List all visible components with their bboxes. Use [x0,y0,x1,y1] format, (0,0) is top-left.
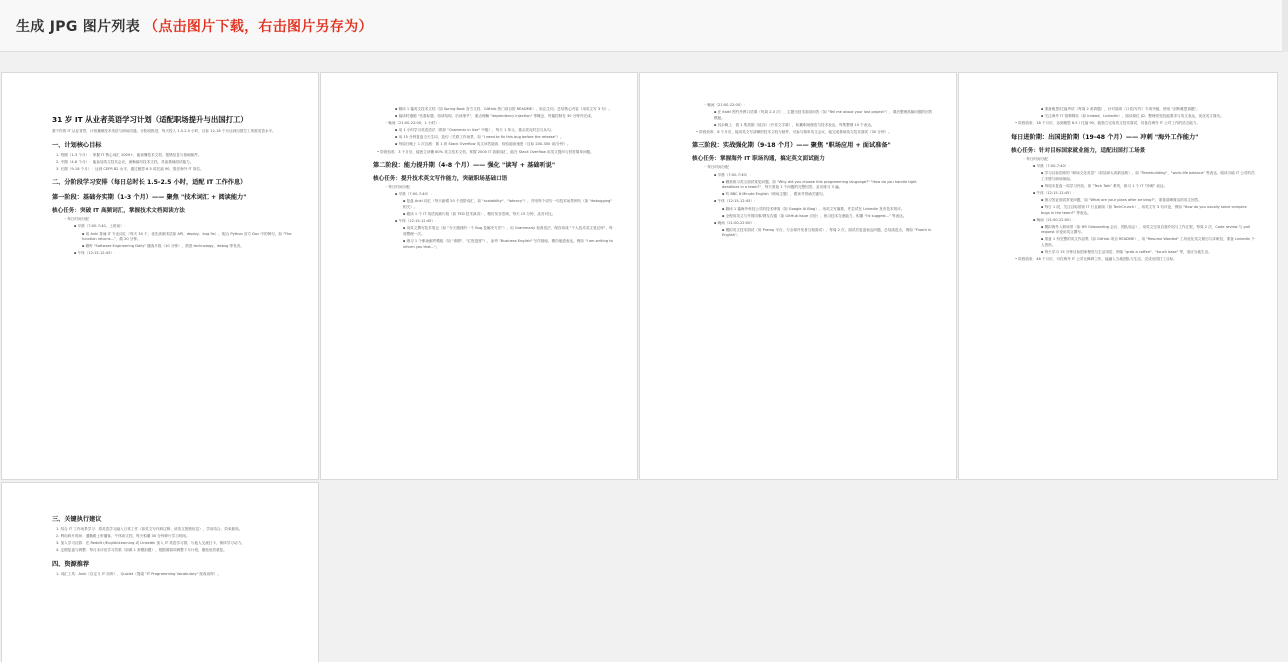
jpg-page-image-2[interactable] [320,72,638,480]
doc-list-item: ▪ 精准练习英文面试常见问题，如 "Why did you choose this programming language?" "How do you handle tight deadlines in a team?"，每天准备 1 个问题的完整回答，录音练习 3 遍。 [722,179,917,190]
doc-section-heading: 第三阶段：实战强化期（9-18 个月）—— 聚焦 "职场应用 + 面试准备" [692,142,891,150]
doc-list-item: • 阶段验收：48 个月后，可在海外 IT 公司无障碍工作，能融入当地团队与生活，完成出国打工目标。 [1015,257,1177,262]
page-content [640,73,956,239]
doc-list-item: ▪ 午休（12:15-12:45）： [1033,190,1077,195]
page-content [959,73,1277,263]
doc-list-item: • 阶段验收：3 个月后，能独立读懂 80% 英文技术文档，掌握 2000 IT 高频词汇，能在 Stack Overflow 用英文提问与回答简单问题。 [377,149,594,154]
doc-list-item: ▪ 准备 1 份完整的英文作品集（如 GitHub 项目 README），用 "Resume Worded" 工具优化英文简历与求职信，准备 LinkedIn 个人资料。 [1041,237,1255,247]
doc-list-item: ▪ 早晨（7:00-7:40）： [714,172,753,177]
image-gallery [0,72,1288,662]
doc-list-item: 2. 中期（4-8 个月）：能参加英文技术会议，流畅编写技术文档，具备基础面试能力。 [56,159,194,164]
doc-list-item: ▪ 精读 1 篇海外科技公司的技术博客（如 Google AI Blog），用英文写摘要，并尝试在 LinkedIn 发布技术短评。 [722,206,905,211]
doc-paragraph: 基于你的 IT 从业背景，计划兼顾技术英语与职场沟通，分阶段推进，每天投入 1.5-2.5 小时，目标 12-18 个月达到出国打工所需英语水平。 [52,129,276,133]
doc-list-item: 1. 短期（1-3 个月）：掌握 IT 核心词汇 2000+，能读懂技术文档、报错信息与基础邮件。 [56,152,202,157]
doc-list-item: ▪ 早晨（7:00-7:40）： [1033,163,1072,168]
doc-section-heading: 第一阶段：基础夯实期（1-3 个月）—— 聚焦 "技术词汇 + 阅读能力" [52,194,247,202]
doc-list-item: ▪ 晚间（21:00-22:00）： [714,220,758,225]
doc-list-item: ◦ 每日时间分配 [385,185,410,190]
jpg-page-image-1[interactable] [1,72,319,480]
page-content [321,73,637,250]
jpg-page-image-5[interactable] [1,482,319,662]
doc-section-heading: 三、关键执行建议 [52,516,102,523]
doc-list-item: ▪ 复盘 Anki 词汇（每天新增 20 个进阶词汇，如 "scalability"、"latency"），并用每个词写一句技术场景例句（如 "debugging" 相关）。 [403,199,612,209]
doc-section-heading: 二、分阶段学习安排（每日总时长 1.5-2.5 小时，适配 IT 工作作息） [52,179,247,187]
doc-section-heading: 每日进阶期：出国进阶期（19-48 个月）—— 冲刺 "海外工作能力" [1011,133,1199,141]
doc-subheading: 核心任务：突破 IT 高频词汇，掌握技术文档阅读方法 [52,208,185,215]
doc-list-item: ▪ 每日 1 段，关注目标国家 IT 行业新闻（如 TechCrunch），用英文写 3 句评论，例如 "How do you usually solve complex bugs in the team?" 等表达。 [1041,204,1247,215]
title-text: 生成 JPG 图片列表 [16,18,141,35]
doc-list-item: ▪ 午休（12:15-12:45）： [74,251,118,256]
doc-list-item: 3. 加入学习社群：在 Reddit r/EnglishLearning 或 LinkedIn 加入 IT 英语学习群，与他人交流打卡，保持学习动力。 [56,541,245,546]
doc-list-item: ▪ 练习签证面试常见问题，如 "What are your plans after arriving?"，准备清晰简洁的英文回答。 [1041,197,1202,202]
doc-list-item: ▪ 午休（12:15-12:45）： [714,199,758,204]
doc-list-item: 3. 长期（9-18 个月）：达到 CEFR B2 水平，通过雅思 6.5 或托福 90，胜任海外 IT 岗位。 [56,166,204,171]
doc-list-item: ▪ 午休（12:15-12:45）： [395,219,439,224]
doc-list-item: ◦ 每日时间分配 [1023,156,1048,161]
doc-subheading: 核心任务：掌握海外 IT 职场沟通，搞定英文面试能力 [692,156,825,163]
doc-list-item: 1. 结合 IT 工作场景学习：将英语学习融入日常工作（如英文写代码注释、读英文报错信息），学用结合，效率最高。 [56,527,243,531]
doc-list-item: ▪ 跟读 1 个 IT 英语视频片段（如 TED 技术演讲），模仿发音语调，每天 15 分钟，录音对比。 [403,212,556,217]
doc-list-item: 2. 利用碎片时间：通勤路上听播客、午休读文档，每天积累 30 分钟碎片学习时间。 [56,534,190,539]
doc-list-item: ◦ 每日时间分配 [704,165,729,170]
doc-list-item: ▪ 在 italki 预约外教口语课（每周 2-3 次），主题为技术面试问答（如 "Tell me about your last project"），课后整理高频问题的回答模板。 [714,110,933,120]
page-content [2,483,318,577]
doc-list-item: ▪ 精听 "Software Engineering Daily" 播客片段（10 分钟），熟悉 technology、debug 等发音。 [82,244,244,249]
page-title [16,16,373,36]
doc-list-item: ◦ 晚间（21:00-22:00，1 小时）： [385,121,443,126]
jpg-page-image-3[interactable] [639,72,957,480]
doc-list-item: ▪ 学习目标国家的 "职场文化英语"（如加拿大或新加坡），如 "Teambuilding"、"work-life balance" 等表达，阅读当地 IT 公司的员工手册与职场指南。 [1041,170,1255,181]
doc-list-item: ▪ 全程用英文与外国同事/网友沟通（如 GitHub issue 讨论），练习技术交流能力，积累 "I'd suggest..." 等表达。 [722,213,907,218]
scrollbar-edge [1282,0,1288,52]
doc-list-item: ▪ 每周日晚上 1 次自测：做 1 套 Stack Overflow 英文问答阅读，检验阅读速度（目标 200-300 词/分钟）。 [395,142,571,147]
doc-title: 31 岁 IT 从业者英语学习计划（适配职场提升与出国打工） [52,115,248,124]
download-hint: （点击图片下载，右击图片另存为） [144,18,373,35]
doc-list-item: ▪ 每天学习 15 分钟目标国家俚语与生活用语，例如 "grab a coffee"、"touch base" 等，适应当地生活。 [1041,250,1212,255]
doc-list-item: ▪ 其余晚上：看 1 集美剧《硅谷》（开英文字幕），积累职场俚语与技术表达，每集整理 10 个表达。 [714,122,875,127]
doc-list-item: ▪ 晚间（21:00-22:00）： [1033,217,1077,222]
doc-list-item: ▪ 用 Anki 背诵 IT 专业词汇（每天 30 个，优先高频术语如 API、deploy、bug fix），配合 Python 官方 Doc 中的例句，如 "The function returns..."，做 20 分钟。 [82,231,292,242]
doc-list-item: 1. 词汇工具：Anki（自定义 IT 词库）、Quizlet（搜索 "IT Programming Vocabulary" 现成词库）。 [56,571,221,576]
doc-list-item: ▪ 用 15 分钟复盘当天生词，造句（关联工作场景，如 "I need to fix this bug before the release"）。 [395,135,564,140]
doc-list-item: ▪ 阅读时遵循 "先看标题、再读结构、后读细节"，重点理解 "dependency injection" 等概念，每篇控制在 30 分钟内完成。 [395,114,595,119]
doc-list-item: ▪ 精读 1 篇英文技术文档（如 Spring Boot 官方文档、GitHub 热门项目的 README），标注生词，总结核心内容（用英文写 3 句）。 [395,107,613,111]
doc-list-item: ▪ 模拟海外入职场景（如 HR Onboarding 会议、团队周会），用英文完成自我介绍与工作汇报，每周 2 次，Code review 与 pull request 评论用英文撰写。 [1041,224,1251,235]
doc-list-item: ▪ 早晨（7:00-7:40）： [395,192,434,197]
jpg-page-image-4[interactable] [958,72,1278,480]
doc-section-heading: 一、计划核心目标 [52,141,102,149]
page-content [2,73,318,257]
doc-subheading: 核心任务：针对目标国家就业能力，适配出国打工场景 [1011,147,1146,154]
doc-list-item: • 阶段验收：8 个月后，能用英文写清晰的技术文档与邮件，可参与简单英文会议，能完成基础英文技术面试（30 分钟）。 [696,129,892,134]
doc-list-item: ▪ 准备雅思/托福考试（每周 2 套真题），针对弱项（口语/写作）专项突破，使用 "剑桥雅思真题"。 [1041,107,1200,111]
doc-list-item: ◦ 晚间（21:00-22:00）： [704,103,748,107]
doc-list-item: 4. 定期复盘与调整：每月末评估学习效果（如做 1 套模拟题），根据薄弱项调整下月计划，避免低效重复。 [56,548,227,553]
doc-list-item: ▪ 听 BBC 6 Minute English（职场主题），跟读并背诵关键句。 [722,192,827,197]
page-header [0,0,1288,52]
doc-list-item: ▪ 关注海外 IT 招聘网站（如 Indeed、LinkedIn），阅读岗位 JD，整理常见技能要求与英文表达，优化英文简历。 [1041,114,1224,119]
doc-section-heading: 四、资源推荐 [52,560,90,568]
doc-list-item: ▪ 用英文撰写技术笔记（如 "今天遇到的一个 Bug 及解决方法"），用 Grammarly 检查语法，保存形成 "个人技术英文笔记库"，每周整理一次。 [403,226,613,236]
doc-subheading: 核心任务：提升技术英文写作能力，突破职场基础口语 [373,176,508,183]
doc-list-item: ▪ 早晨（7:00-7:40，上班前）： [74,224,128,229]
doc-list-item: ▪ 用 1 小时学习英语语法（推荐 "Grammar in Use" 中级），每天 1 单元，重点攻克时态与从句。 [395,128,555,133]
doc-list-item: ▪ 每周末复盘一周学习内容，如 "Tech Talk" 系列，练习 1 个 IT "冲刺" 表达。 [1041,183,1168,188]
doc-list-item: • 阶段验收：18 个月后，达到雅思 6.5 / 托福 90，能独立完成英文技术面试，具备在海外 IT 公司工作的语言能力。 [1015,121,1201,126]
doc-list-item: ◦ 每日时间分配 [64,217,89,222]
doc-section-heading: 第二阶段：能力提升期（4-8 个月）—— 强化 "读写 + 基础听说" [373,162,556,170]
doc-list-item: ▪ 练习 1 个职场邮件模板（如 "请假"、"汇报进度"），参考 "Business English" 写作指南，模仿地道表达，例如 "I am writing to inform you that..."。 [403,238,613,249]
doc-list-item: ▪ 模拟英文技术面试（用 Pramp 平台，与全球开发者互相面试），每周 2 次，面试后复盘表达问题，总结改进点，例如 "Fluent in English"。 [722,227,932,238]
